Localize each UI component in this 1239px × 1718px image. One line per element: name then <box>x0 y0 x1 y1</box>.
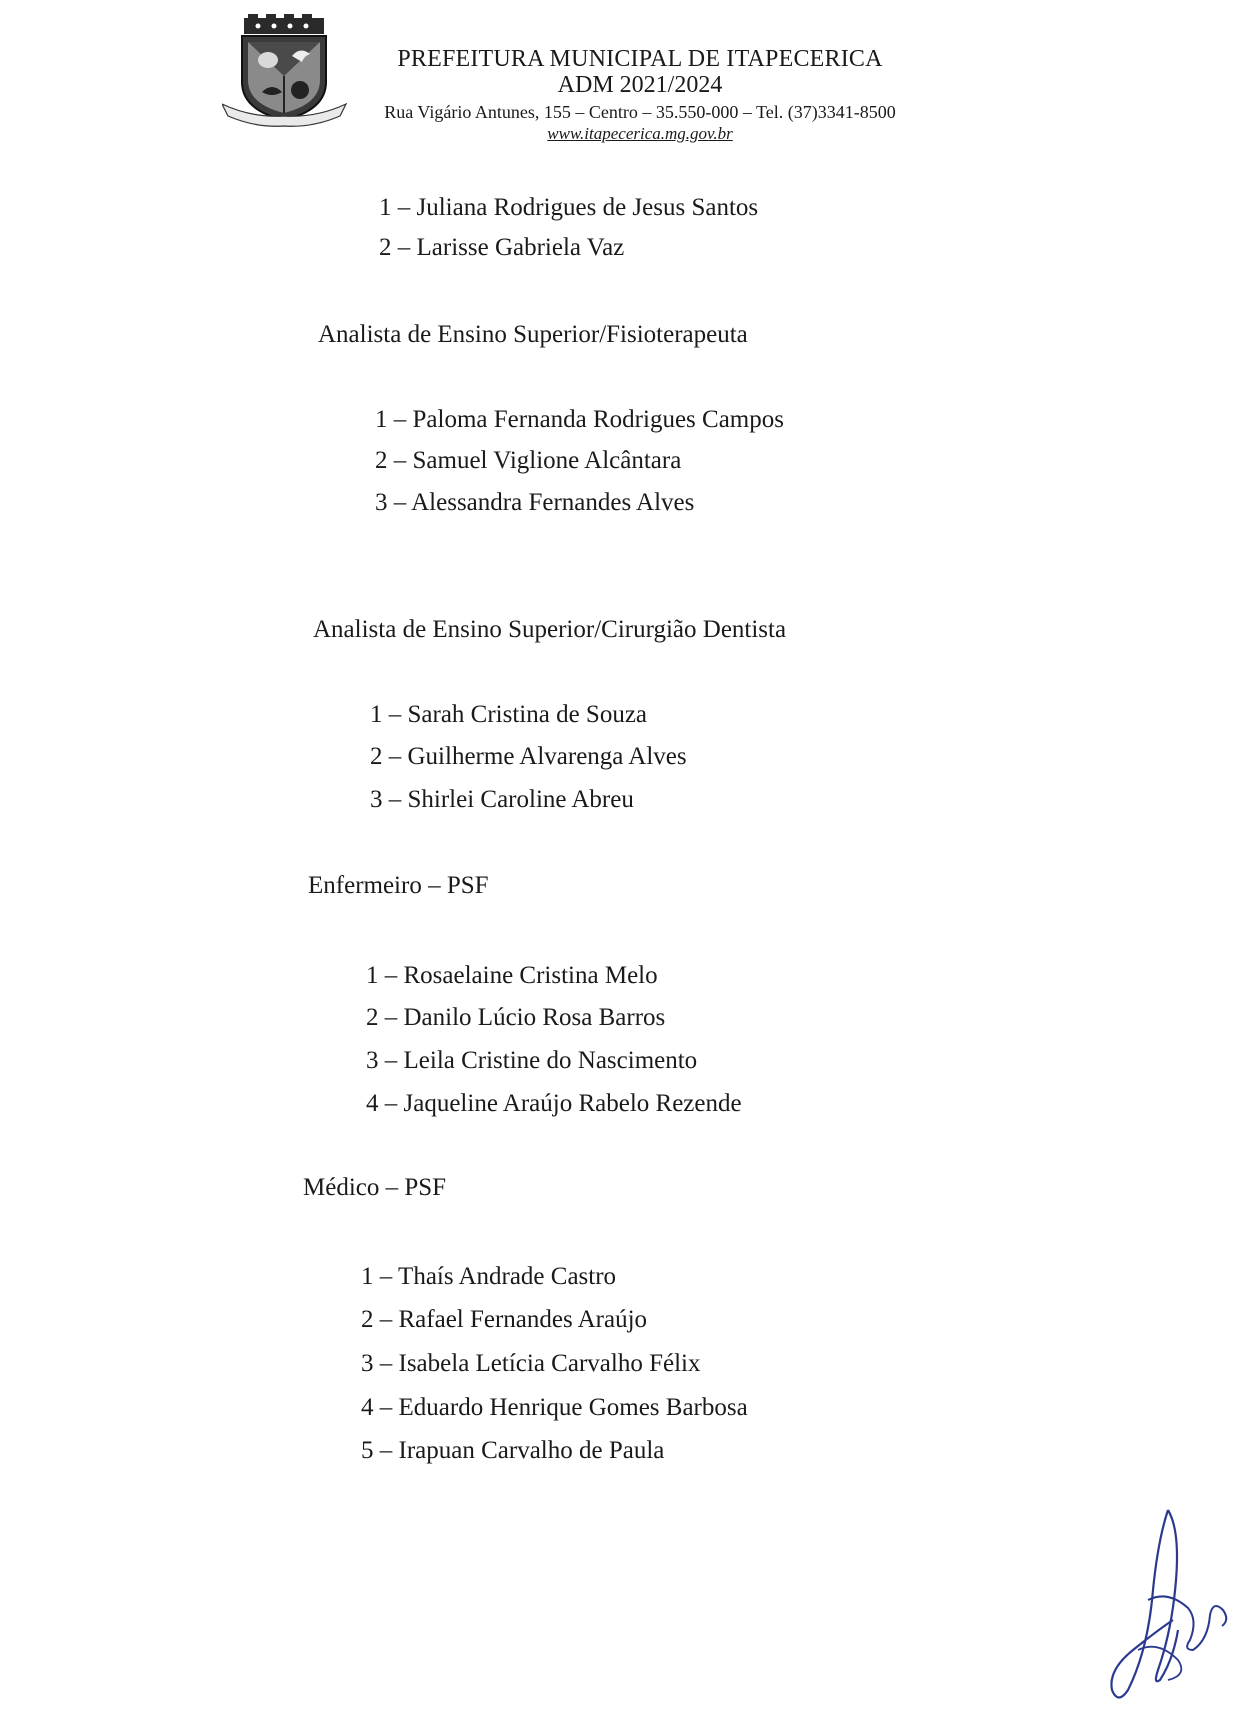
list-item: 1 – Juliana Rodrigues de Jesus Santos <box>379 194 759 221</box>
section-heading: Analista de Ensino Superior/Fisioterapeuta <box>318 321 748 348</box>
document-header <box>360 46 920 144</box>
list-item: 3 – Shirlei Caroline Abreu <box>370 786 634 813</box>
list-item: 1 – Paloma Fernanda Rodrigues Campos <box>375 406 784 433</box>
list-item: 2 – Samuel Viglione Alcântara <box>375 447 682 474</box>
list-item: 5 – Irapuan Carvalho de Paula <box>361 1437 665 1464</box>
header-website: www.itapecerica.mg.gov.br <box>547 124 733 143</box>
list-item: 1 – Thaís Andrade Castro <box>361 1263 617 1290</box>
list-item: 2 – Guilherme Alvarenga Alves <box>370 743 687 770</box>
municipal-crest-logo <box>222 12 347 130</box>
list-item: 3 – Leila Cristine do Nascimento <box>366 1047 698 1074</box>
list-item: 1 – Sarah Cristina de Souza <box>370 701 648 728</box>
section-heading: Enfermeiro – PSF <box>308 872 489 899</box>
list-item: 2 – Danilo Lúcio Rosa Barros <box>366 1004 666 1031</box>
list-item: 1 – Rosaelaine Cristina Melo <box>366 962 658 989</box>
header-title: PREFEITURA MUNICIPAL DE ITAPECERICA <box>397 46 883 72</box>
section-heading: Médico – PSF <box>303 1174 447 1201</box>
handwritten-signature <box>1098 1500 1238 1710</box>
list-item: 2 – Larisse Gabriela Vaz <box>379 234 625 261</box>
header-address: Rua Vigário Antunes, 155 – Centro – 35.550-000 – Tel. (37)3341-8500 <box>384 102 896 122</box>
list-item: 4 – Eduardo Henrique Gomes Barbosa <box>361 1394 748 1421</box>
section-heading: Analista de Ensino Superior/Cirurgião Dentista <box>313 616 787 643</box>
list-item: 3 – Isabela Letícia Carvalho Félix <box>361 1350 701 1377</box>
header-administration: ADM 2021/2024 <box>557 72 723 98</box>
list-item: 4 – Jaqueline Araújo Rabelo Rezende <box>366 1090 742 1117</box>
list-item: 3 – Alessandra Fernandes Alves <box>375 489 695 516</box>
list-item: 2 – Rafael Fernandes Araújo <box>361 1306 648 1333</box>
